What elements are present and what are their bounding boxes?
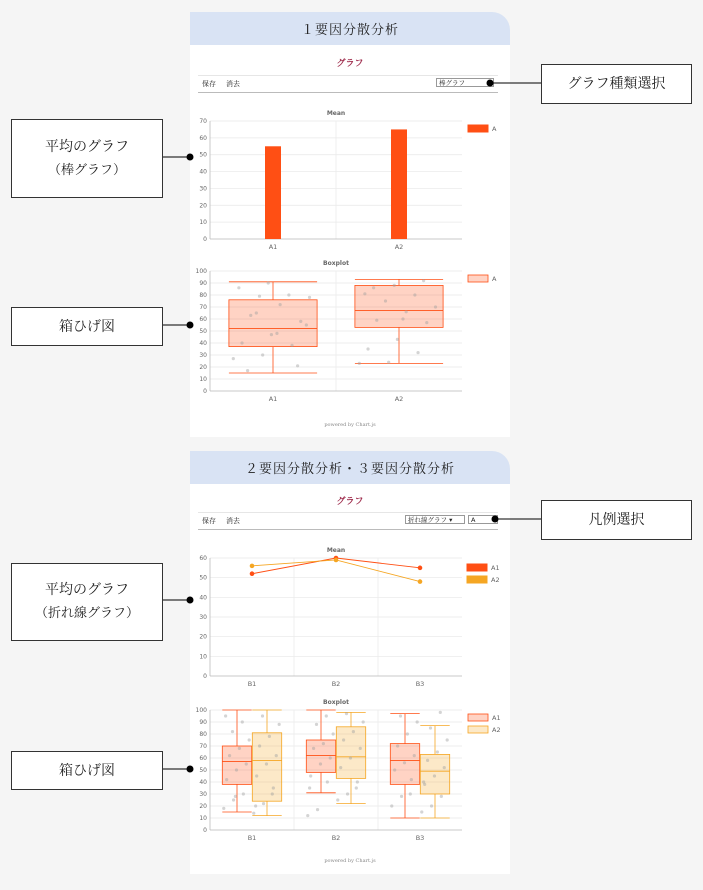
y-tick-label: 20: [199, 803, 207, 810]
y-tick-label: 40: [199, 340, 207, 347]
save-button[interactable]: 保存: [202, 80, 216, 88]
y-tick-label: 60: [199, 134, 207, 142]
y-tick-label: 100: [195, 707, 207, 714]
legend-label: A: [492, 125, 497, 133]
y-tick-label: 30: [199, 352, 207, 359]
x-tick-label: B2: [331, 680, 341, 688]
x-tick-label: B3: [415, 834, 425, 842]
graph-type-select[interactable]: 棒グラフ: [436, 78, 494, 87]
chart-title: Mean: [326, 110, 346, 117]
y-tick-label: 50: [199, 151, 207, 159]
y-tick-label: 30: [199, 791, 207, 798]
chart-title: Boxplot: [323, 699, 349, 706]
y-tick-label: 70: [199, 743, 207, 750]
y-tick-label: 50: [199, 767, 207, 774]
y-tick-label: 0: [203, 673, 207, 680]
y-tick-label: 50: [199, 328, 207, 335]
graph-title: グラフ: [336, 497, 364, 507]
callout-label: 平均のグラフ: [45, 138, 129, 155]
callout-sublabel: （折れ線グラフ）: [34, 606, 139, 621]
y-tick-label: 0: [203, 236, 207, 243]
x-tick-label: A1: [268, 243, 278, 251]
callout-boxplot-2: [11, 751, 163, 790]
callout-label: 箱ひげ図: [59, 318, 115, 335]
y-tick-label: 10: [199, 219, 207, 227]
y-tick-label: 10: [199, 376, 207, 383]
callout-mean-line: [11, 563, 163, 641]
callout-boxplot-1: [11, 307, 163, 346]
legend-label: A1: [492, 714, 501, 722]
callout-label: グラフ種類選択: [567, 76, 666, 92]
y-tick-label: 60: [199, 316, 207, 323]
callout-legend-select: [541, 500, 692, 540]
callout-graph-type-select: [541, 64, 692, 104]
y-tick-label: 90: [199, 280, 207, 287]
legend-select-input[interactable]: A: [468, 515, 498, 524]
y-tick-label: 40: [199, 168, 207, 176]
y-tick-label: 80: [199, 292, 207, 299]
callout-sublabel: （棒グラフ）: [47, 162, 126, 178]
y-tick-label: 90: [199, 719, 207, 726]
y-tick-label: 20: [199, 364, 207, 371]
y-tick-label: 30: [199, 185, 207, 193]
graph-title: グラフ: [336, 59, 364, 69]
chart-title: Boxplot: [323, 260, 349, 267]
y-tick-label: 60: [199, 755, 207, 762]
graph-type-select[interactable]: 折れ線グラフ ▾: [405, 515, 465, 524]
legend-label: A1: [491, 564, 500, 572]
callout-mean-bar: [11, 119, 163, 198]
powered-by-text: powered by Chart.js: [324, 422, 376, 428]
x-tick-label: A2: [394, 395, 404, 403]
y-tick-label: 70: [199, 118, 207, 125]
x-tick-label: A2: [394, 243, 404, 251]
y-tick-label: 60: [199, 555, 207, 562]
y-tick-label: 40: [199, 594, 207, 602]
section2-header: ２要因分散分析・３要因分散分析: [190, 451, 510, 484]
section1-header: １要因分散分析: [190, 12, 510, 45]
chart-title: Mean: [326, 547, 346, 554]
powered-by-text: powered by Chart.js: [324, 858, 376, 864]
x-tick-label: B2: [331, 834, 341, 842]
x-tick-label: B1: [247, 834, 257, 842]
callout-label: 箱ひげ図: [59, 762, 115, 779]
y-tick-label: 20: [199, 202, 207, 210]
y-tick-label: 10: [199, 815, 207, 822]
callout-label: 凡例選択: [588, 512, 645, 528]
y-tick-label: 100: [195, 268, 207, 275]
clear-button[interactable]: 消去: [226, 80, 240, 88]
x-tick-label: B3: [415, 680, 425, 688]
y-tick-label: 20: [199, 633, 207, 641]
y-tick-label: 40: [199, 779, 207, 786]
y-tick-label: 10: [199, 653, 207, 661]
callout-label: 平均のグラフ: [45, 582, 129, 598]
clear-button[interactable]: 消去: [226, 517, 240, 525]
y-tick-label: 0: [203, 388, 207, 395]
y-tick-label: 70: [199, 304, 207, 311]
y-tick-label: 50: [199, 574, 207, 582]
legend-label: A2: [491, 576, 500, 584]
x-tick-label: A1: [268, 395, 278, 403]
y-tick-label: 0: [203, 827, 207, 834]
y-tick-label: 30: [199, 614, 207, 621]
y-tick-label: 80: [199, 731, 207, 738]
x-tick-label: B1: [247, 680, 257, 688]
legend-label: A2: [492, 726, 501, 734]
legend-label: A: [492, 275, 497, 283]
save-button[interactable]: 保存: [202, 517, 216, 525]
